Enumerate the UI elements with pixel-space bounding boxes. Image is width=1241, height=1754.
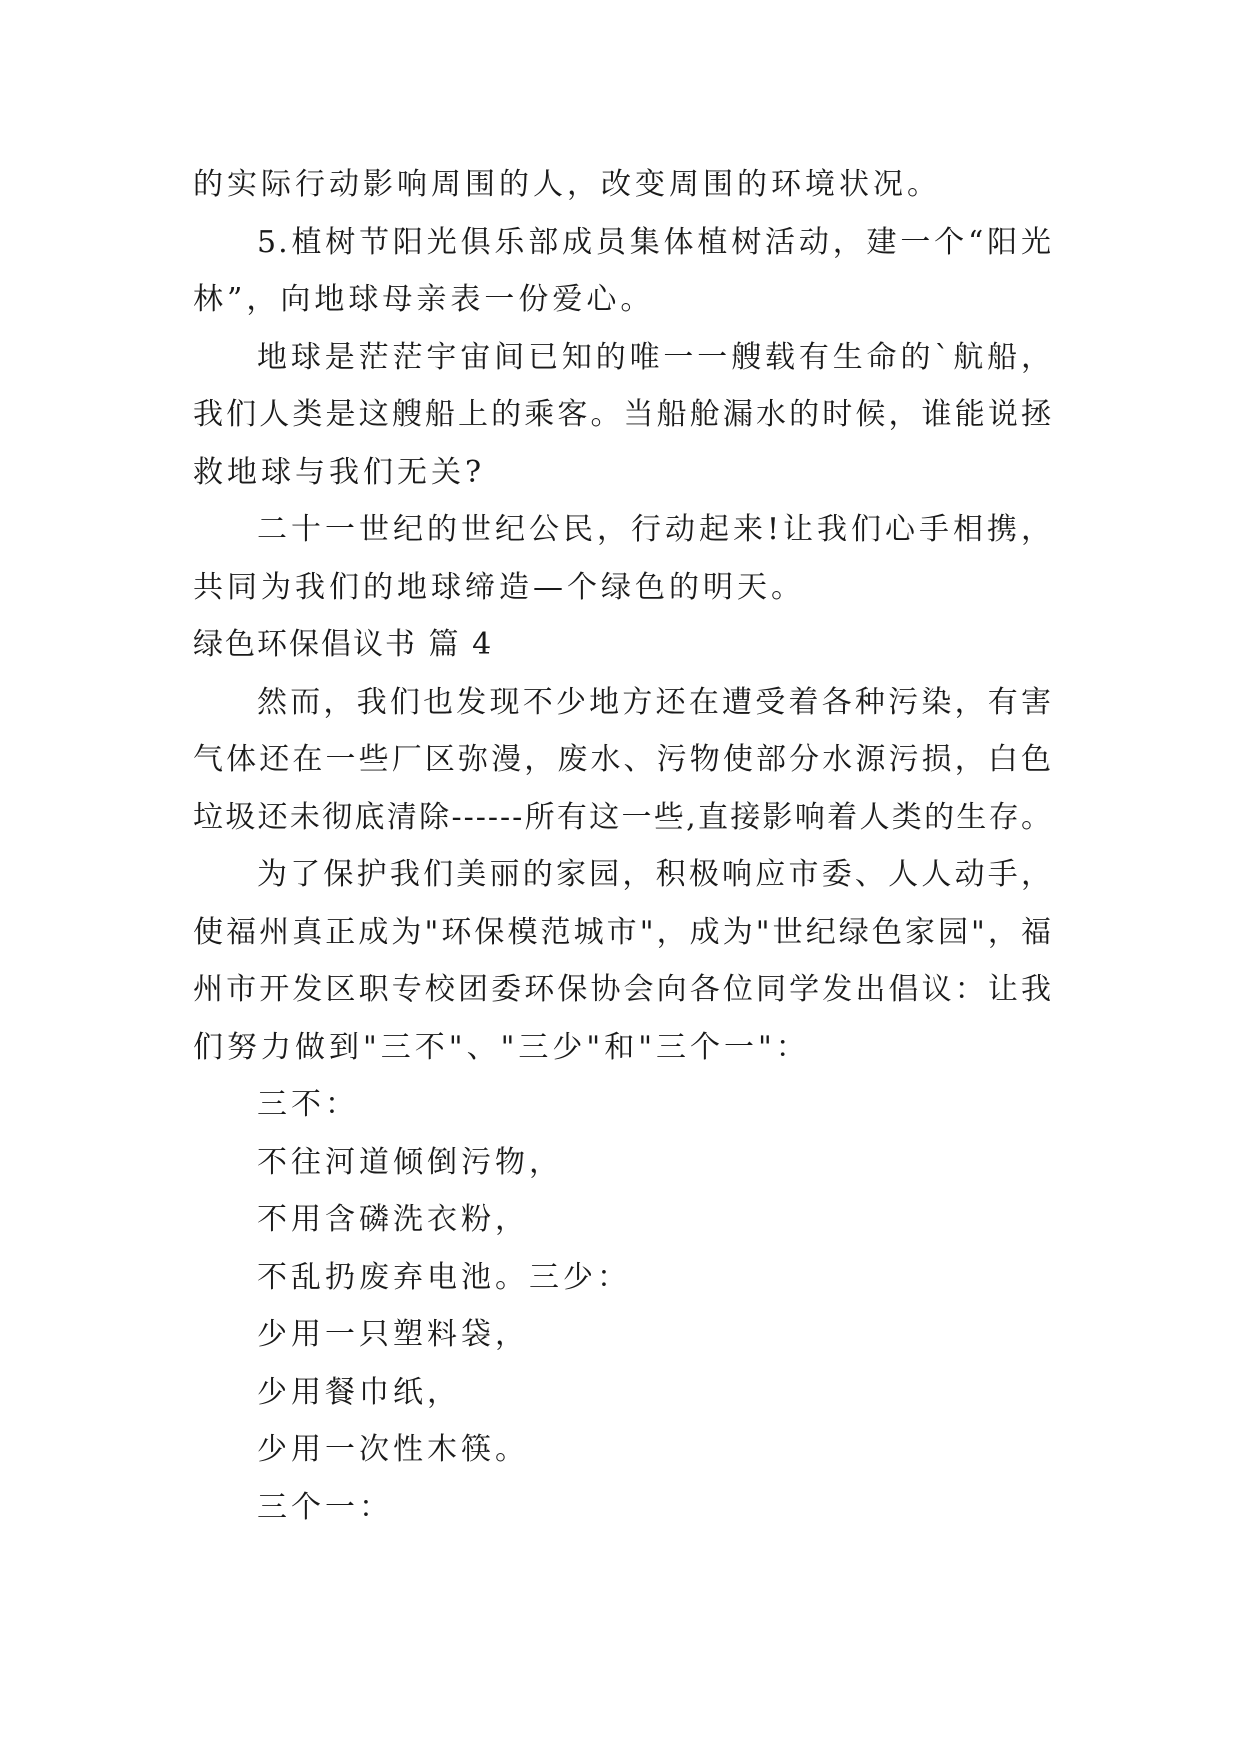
text-line: 垃圾还未彻底清除------所有这一些,直接影响着人类的生存。 xyxy=(193,799,1053,835)
text-line: 林”，向地球母亲表一份爱心。 xyxy=(193,282,655,317)
text-line: 州市开发区职专校团委环保协会向各位同学发出倡议：让我 xyxy=(193,972,1053,1007)
document-body xyxy=(193,156,1053,1536)
text-line: 5.植树节阳光俱乐部成员集体植树活动，建一个“阳光 xyxy=(257,224,1053,260)
text-line: 地球是茫茫宇宙间已知的唯一一艘载有生命的`航船， xyxy=(257,339,1053,375)
text-line: 为了保护我们美丽的家园，积极响应市委、人人动手， xyxy=(257,857,1053,892)
text-line: 二十一世纪的世纪公民，行动起来!让我们心手相携， xyxy=(257,512,1053,547)
text-line: 救地球与我们无关? xyxy=(193,454,486,490)
text-line: 少用一次性木筷。 xyxy=(257,1432,529,1467)
text-line: 少用一只塑料袋， xyxy=(257,1317,529,1352)
text-line: 少用餐巾纸， xyxy=(257,1374,461,1410)
text-line: 不用含磷洗衣粉， xyxy=(257,1202,529,1237)
text-line: 然而，我们也发现不少地方还在遭受着各种污染，有害 xyxy=(257,684,1053,720)
text-line: 们努力做到"三不"、"三少"和"三个一"： xyxy=(193,1029,810,1065)
text-line: 三不： xyxy=(257,1087,359,1122)
text-line: 的实际行动影响周围的人，改变周围的环境状况。 xyxy=(193,167,941,202)
text-line: 我们人类是这艘船上的乘客。当船舱漏水的时候，谁能说拯 xyxy=(193,397,1053,432)
text-line: 使福州真正成为"环保模范城市"，成为"世纪绿色家园"，福 xyxy=(193,914,1053,950)
text-line: 不往河道倾倒污物， xyxy=(257,1144,563,1180)
text-line: 三个一： xyxy=(257,1489,393,1525)
text-line: 不乱扔废弃电池。三少： xyxy=(257,1259,631,1295)
section-heading: 绿色环保倡议书 篇 4 xyxy=(193,627,494,662)
text-line: 共同为我们的地球缔造—个绿色的明天。 xyxy=(193,569,805,605)
text-line: 气体还在一些厂区弥漫，废水、污物使部分水源污损，白色 xyxy=(193,742,1053,777)
